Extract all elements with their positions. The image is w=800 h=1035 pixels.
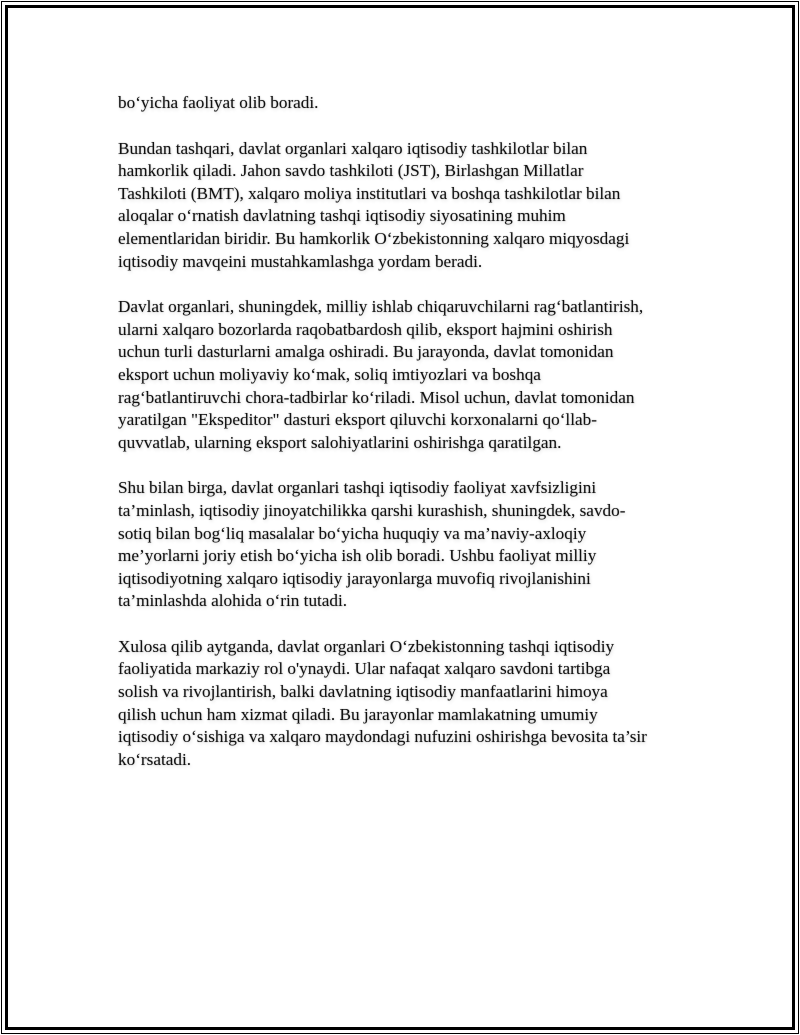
- text-line: iqtisodiy o‘sishiga va xalqaro maydondagi nufuzini oshirishga bevosita ta’sir: [118, 727, 647, 747]
- text-line: faoliyatida markaziy rol o'ynaydi. Ular nafaqat xalqaro savdoni tartibga: [118, 659, 611, 679]
- document-body: [118, 92, 698, 794]
- text-line: iqtisodiyotning xalqaro iqtisodiy jarayonlarga muvofiq rivojlanishini: [118, 568, 591, 588]
- text-line: Xulosa qilib aytganda, davlat organlari O‘zbekistonning tashqi iqtisodiy: [118, 636, 615, 656]
- text-line: yaratilgan "Ekspeditor" dasturi eksport qiluvchi korxonalarni qo‘llab-: [118, 410, 597, 430]
- text-line: solish va rivojlantirish, balki davlatning iqtisodiy manfaatlarini himoya: [118, 682, 608, 702]
- text-line: qilish uchun ham xizmat qiladi. Bu jarayonlar mamlakatning umumiy: [118, 704, 598, 724]
- paragraph-1: [118, 92, 698, 115]
- text-line: quvvatlab, ularning eksport salohiyatlarini oshirishga qaratilgan.: [118, 432, 562, 452]
- text-line: iqtisodiy mavqeini mustahkamlashga yordam beradi.: [118, 251, 483, 271]
- paragraph-5: [118, 636, 698, 772]
- text-line: hamkorlik qiladi. Jahon savdo tashkiloti (JST), Birlashgan Millatlar: [118, 161, 584, 181]
- text-line: ularni xalqaro bozorlarda raqobatbardosh qilib, eksport hajmini oshirish: [118, 319, 613, 339]
- text-line: uchun turli dasturlarni amalga oshiradi. Bu jarayonda, davlat tomonidan: [118, 342, 614, 362]
- text-line: ta’minlash, iqtisodiy jinoyatchilikka qarshi kurashish, shuningdek, savdo-: [118, 500, 626, 520]
- text-line: bo‘yicha faoliyat olib boradi.: [118, 93, 319, 112]
- text-line: Davlat organlari, shuningdek, milliy ishlab chiqaruvchilarni rag‘batlantirish,: [118, 297, 644, 317]
- text-line: Bundan tashqari, davlat organlari xalqaro iqtisodiy tashkilotlar bilan: [118, 138, 588, 158]
- text-line: ta’minlashda alohida o‘rin tutadi.: [118, 591, 348, 611]
- text-line: sotiq bilan bog‘liq masalalar bo‘yicha huquqiy va ma’naviy-axloqiy: [118, 523, 587, 543]
- paragraph-4: [118, 477, 698, 613]
- text-line: ko‘rsatadi.: [118, 749, 192, 769]
- text-line: Tashkiloti (BMT), xalqaro moliya institutlari va boshqa tashkilotlar bilan: [118, 183, 621, 203]
- paragraph-3: [118, 296, 698, 454]
- text-line: me’yorlarni joriy etish bo‘yicha ish olib boradi. Ushbu faoliyat milliy: [118, 546, 597, 566]
- text-line: elementlaridan biridir. Bu hamkorlik O‘zbekistonning xalqaro miqyosdagi: [118, 228, 630, 248]
- text-line: rag‘batlantiruvchi chora-tadbirlar ko‘riladi. Misol uchun, davlat tomonidan: [118, 387, 635, 407]
- text-line: aloqalar o‘rnatish davlatning tashqi iqtisodiy siyosatining muhim: [118, 206, 566, 226]
- text-line: eksport uchun moliyaviy ko‘mak, soliq imtiyozlari va boshqa: [118, 364, 541, 384]
- text-line: Shu bilan birga, davlat organlari tashqi iqtisodiy faoliyat xavfsizligini: [118, 478, 597, 498]
- paragraph-2: [118, 138, 698, 274]
